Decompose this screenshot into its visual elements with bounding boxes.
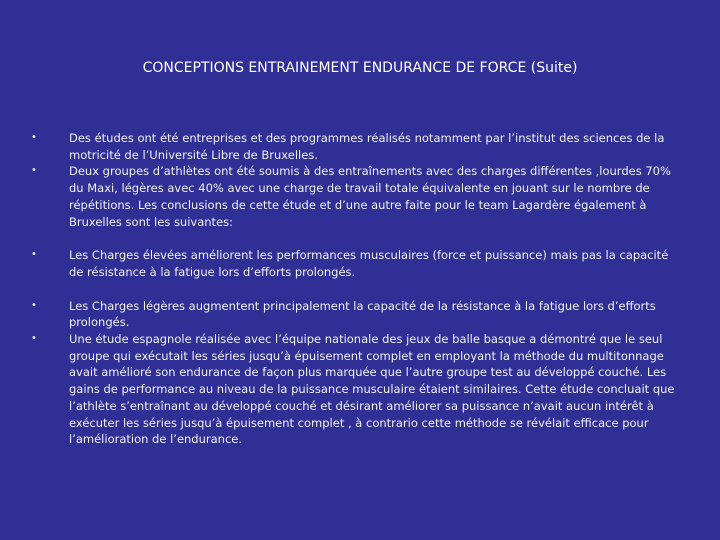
- list-item-text: Les Charges élevées améliorent les performances musculaires (force et puissance) mais pas la capacité de résistance à la fatigue lors d’efforts prolongés.: [69, 248, 669, 279]
- bullet-icon: •: [31, 165, 37, 177]
- list-item: [0, 331, 720, 448]
- list-item-text: Deux groupes d’athlètes ont été soumis à des entraînements avec des charges différentes ,lourdes 70% du Maxi, légères avec 40% avec une charge de travail totale équivalente en jouant sur le nombre de répétitions. Les conclusions de cette étude et d’une autre faite pour le team Lagardère également à Bruxelles sont les suivantes:: [69, 164, 671, 229]
- list-item: [0, 130, 720, 163]
- list-item-text: Des études ont été entreprises et des programmes réalisés notamment par l’institut des sciences de la motricité de l’Université Libre de Bruxelles.: [69, 131, 665, 162]
- list-item-text: Les Charges légères augmentent principalement la capacité de la résistance à la fatigue lors d’efforts prolongés.: [69, 298, 656, 330]
- bullet-list: [0, 130, 720, 448]
- bullet-icon: •: [31, 249, 37, 261]
- slide-title: CONCEPTIONS ENTRAINEMENT ENDURANCE DE FORCE (Suite): [142, 60, 578, 76]
- bullet-icon: •: [31, 333, 37, 345]
- bullet-icon: •: [31, 299, 37, 311]
- list-item: [0, 163, 720, 230]
- spacer: [0, 281, 720, 298]
- list-item: [0, 298, 720, 331]
- list-item: [0, 247, 720, 280]
- list-item-text: Une étude espagnole réalisée avec l’équipe nationale des jeux de balle basque a démontré que le seul groupe qui exécutait les séries jusqu’à épuisement complet en employant la méthode du multitonnage avait amélioré son endurance de façon plus marquée que l’autre groupe test au développé couché. Les gains de performance au niveau de la puissance musculaire étaient similaires. Cette étude concluait que l’athlète s’entraînant au développé couché et désirant améliorer sa puissance n’avait aucun intérêt à exécuter les séries jusqu’à épuisement complet , à contrario cette méthode se révélait efficace pour l’amélioration de l’endurance.: [69, 332, 675, 447]
- spacer: [0, 230, 720, 247]
- bullet-icon: •: [31, 132, 37, 143]
